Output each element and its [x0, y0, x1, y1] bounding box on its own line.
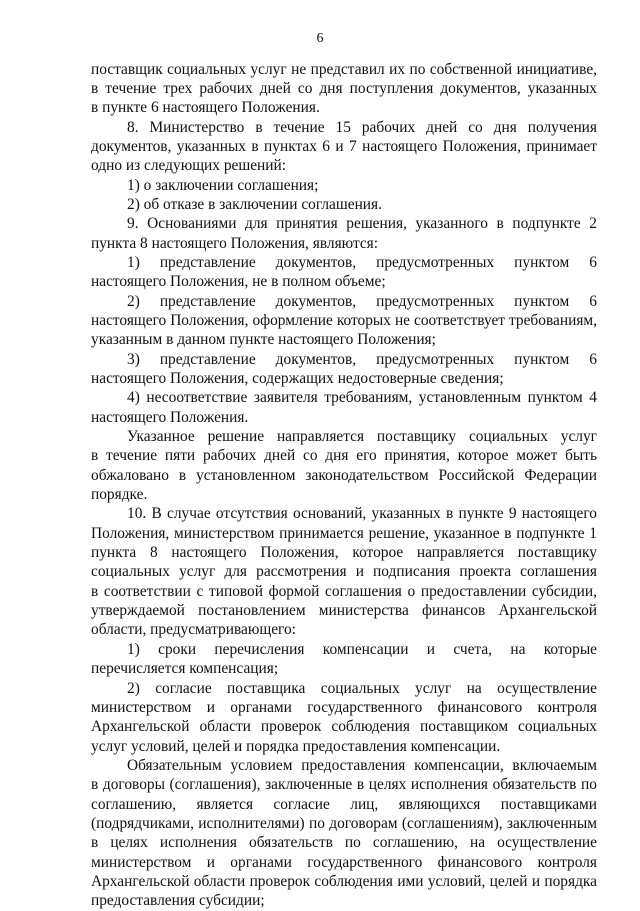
text-line: в целях исполнения обязательств по соглашению, на осуществление: [91, 834, 597, 852]
paragraph: [91, 253, 597, 292]
text-line: 4) несоответствие заявителя требованиям, установленным пунктом 4: [127, 389, 597, 407]
text-line: порядке.: [91, 486, 148, 504]
paragraph: [91, 118, 597, 176]
page-number: 6: [316, 31, 324, 46]
text-line: настоящего Положения, не в полном объеме;: [91, 273, 386, 291]
paragraph: [91, 176, 597, 195]
paragraph: [91, 756, 597, 911]
text-line: настоящего Положения.: [91, 408, 249, 426]
paragraph: [91, 640, 597, 679]
paragraph: [91, 388, 597, 427]
text-line: настоящего Положения, оформление которых не соответствует требованиям,: [91, 311, 597, 329]
text-line: в соответствии с типовой формой соглашения о предоставлении субсидии,: [91, 582, 597, 600]
paragraph: [91, 214, 597, 253]
text-line: поставщик социальных услуг не представил их по собственной инициативе,: [91, 60, 597, 78]
text-line: в пункте 6 настоящего Положения.: [91, 99, 320, 117]
text-line: пункта 8 настоящего Положения, являются:: [91, 234, 379, 252]
text-line: 9. Основаниями для принятия решения, указанного в подпункте 2: [127, 215, 597, 233]
text-line: пункта 8 настоящего Положения, которое направляется поставщику: [91, 544, 597, 562]
text-line: обжаловано в установленном законодательством Российской Федерации: [91, 466, 597, 484]
text-line: указанным в данном пункте настоящего Положения;: [91, 331, 436, 349]
text-line: Положения, министерством принимается решение, указанное в подпункте 1: [91, 524, 597, 542]
text-line: предоставления субсидии;: [91, 892, 265, 910]
text-line: 10. В случае отсутствия оснований, указанных в пункте 9 настоящего: [127, 505, 597, 523]
text-line: 1) о заключении соглашения;: [127, 176, 319, 194]
text-line: Обязательным условием предоставления компенсации, включаемым: [127, 756, 597, 774]
text-line: утверждаемой постановлением министерства финансов Архангельской: [91, 602, 597, 620]
text-line: Архангельской области проверок соблюдения ими условий, целей и порядка: [91, 872, 597, 890]
text-line: соглашению, является согласие лиц, являющихся поставщиками: [91, 795, 597, 813]
text-line: 2) представление документов, предусмотренных пунктом 6: [127, 292, 597, 310]
text-line: (подрядчиками, исполнителями) по договорам (соглашениям), заключенным: [91, 814, 597, 832]
text-line: 1) представление документов, предусмотренных пунктом 6: [127, 253, 597, 271]
text-line: Архангельской области проверок соблюдения поставщиком социальных: [91, 718, 597, 736]
text-line: области, предусматривающего:: [91, 621, 296, 639]
text-line: социальных услуг для рассмотрения и подписания проекта соглашения: [91, 563, 597, 581]
text-line: 3) представление документов, предусмотренных пунктом 6: [127, 350, 597, 368]
text-line: в течение пяти рабочих дней со дня его принятия, которое может быть: [91, 447, 597, 465]
text-line: министерством и органами государственного финансового контроля: [91, 698, 597, 716]
text-line: 1) сроки перечисления компенсации и счета, на которые: [127, 640, 597, 658]
text-line: перечисляется компенсация;: [91, 660, 279, 678]
text-line: одно из следующих решений:: [91, 157, 287, 175]
text-line: 8. Министерство в течение 15 рабочих дней со дня получения: [127, 118, 597, 136]
text-line: документов, указанных в пунктах 6 и 7 настоящего Положения, принимает: [91, 137, 597, 155]
paragraph: [91, 427, 597, 504]
text-line: услуг условий, целей и порядка предоставления компенсации.: [91, 737, 501, 755]
text-line: в течение трех рабочих дней со дня поступления документов, указанных: [91, 79, 597, 97]
text-line: министерством и органами государственного финансового контроля: [91, 853, 597, 871]
text-line: настоящего Положения, содержащих недостоверные сведения;: [91, 370, 504, 387]
text-line: в договоры (соглашения), заключенные в целях исполнения обязательств по: [91, 776, 597, 794]
text-line: 2) об отказе в заключении соглашения.: [127, 195, 382, 213]
text-line: 2) согласие поставщика социальных услуг на осуществление: [127, 679, 597, 697]
paragraph: [91, 350, 597, 389]
paragraph: [91, 60, 597, 118]
paragraph: [91, 504, 597, 639]
paragraph: [91, 292, 597, 350]
text-line: Указанное решение направляется поставщику социальных услуг: [127, 428, 597, 446]
document-body: [91, 60, 597, 911]
paragraph: [91, 679, 597, 756]
paragraph: [91, 195, 597, 214]
